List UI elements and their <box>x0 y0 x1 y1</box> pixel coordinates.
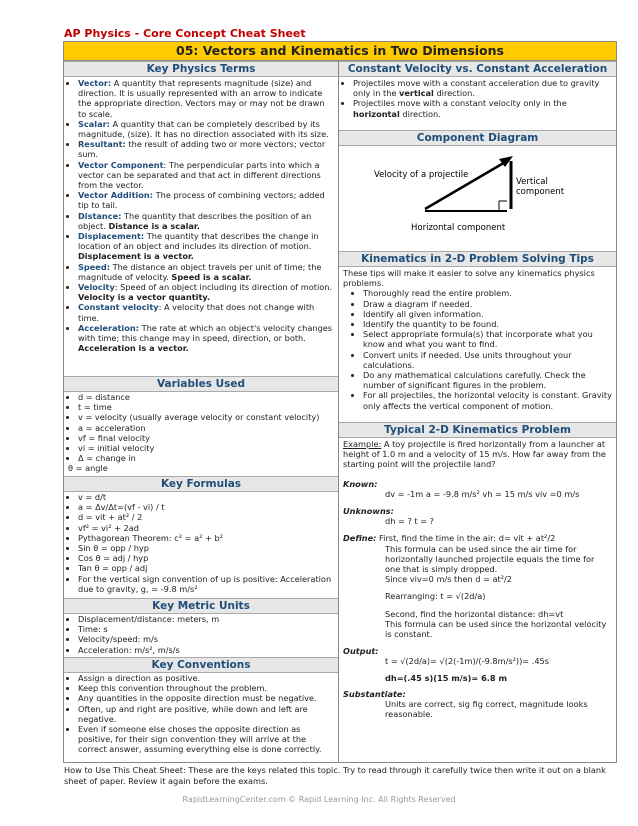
terms-list <box>68 78 334 353</box>
term-name: Velocity <box>78 282 115 293</box>
define-second: Second, find the horizontal distance: dh=vt <box>385 608 564 619</box>
term-item <box>78 262 334 282</box>
known-values: dv = -1m a = -9.8 m/s² vh = 15 m/s viv =0 m/s <box>385 488 580 499</box>
convention-item: • Keep this convention throughout the problem. <box>78 683 334 693</box>
term-item <box>78 160 334 191</box>
tip-item: • Select appropriate formula(s) that incorporate what you know and what you want to find. <box>363 329 612 349</box>
unknowns-values: dh = ? t = ? <box>385 516 435 527</box>
term-name: Vector: <box>78 78 112 88</box>
component-diagram-header: Component Diagram <box>339 130 616 146</box>
units-list <box>68 614 334 655</box>
key-conventions-box <box>68 673 334 755</box>
define-since: Since viv=0 m/s then d = at²/2 <box>385 574 513 585</box>
tip-item: • Identify all given information. <box>363 309 612 319</box>
tips-list <box>343 288 612 410</box>
tip-item: • Thoroughly read the entire problem. <box>363 288 612 298</box>
key-terms-header: Key Physics Terms <box>64 61 338 77</box>
formula-item: • Tan θ = opp / adj <box>78 563 334 573</box>
tips-intro: These tips will make it easier to solve any kinematics physics problems. <box>343 268 595 289</box>
key-terms-box <box>68 78 334 353</box>
term-name: Speed: <box>78 261 110 272</box>
right-column <box>339 61 616 762</box>
component-diagram <box>339 147 616 250</box>
cv-ca-box <box>343 78 612 119</box>
tip-item: • Do any mathematical calculations carefully. Check the number of significant figures in the problem. <box>363 370 612 390</box>
key-formulas-box <box>68 492 334 594</box>
term-emphasis: Displacement is a vector. <box>78 251 194 262</box>
tips-header: Kinematics in 2-D Problem Solving Tips <box>339 251 616 267</box>
unknowns-label: Unknowns: <box>343 506 394 517</box>
conventions-list <box>68 673 334 755</box>
formula-item: • d = vit + at² / 2 <box>78 512 334 522</box>
cv-ca-header: Constant Velocity vs. Constant Acceleration <box>339 61 616 77</box>
term-definition: The distance an object travels per unit of time; the magnitude of velocity. <box>78 261 322 282</box>
term-definition: : A velocity that does not change with time. <box>78 302 315 323</box>
output-distance: dh=(.45 s)(15 m/s)= 6.8 m <box>385 672 507 683</box>
term-name: Constant velocity <box>78 302 159 313</box>
variable-item: • vi = initial velocity <box>78 443 334 453</box>
tip-item: • Identify the quantity to be found. <box>363 319 612 329</box>
horizontal-label: Horizontal component <box>411 223 506 233</box>
output-label: Output: <box>343 646 379 657</box>
key-units-header: Key Metric Units <box>64 598 338 614</box>
formula-item: • Sin θ = opp / hyp <box>78 543 334 553</box>
term-definition: the result of adding two or more vectors; vector sum. <box>78 139 326 160</box>
term-item <box>78 231 334 262</box>
tips-box <box>343 268 612 411</box>
variable-item: • vf = final velocity <box>78 433 334 443</box>
cheat-sheet <box>63 41 617 763</box>
term-definition: : The perpendicular parts into which a vector can be separated and that act in different directions from the vector. <box>78 159 321 191</box>
define-explanation: This formula can be used since the air time for horizontally launched projectile equals the time for one that is simply dropped. <box>385 543 595 575</box>
example-paragraph: Example: A toy projectile is fired horizontally from a launcher at height of 1.0 m and a velocity of 15 m/s. How far away from the starting point will the projectile land? <box>343 439 606 470</box>
term-emphasis: Acceleration is a vector. <box>78 343 189 354</box>
velocity-label: Velocity of a projectile <box>374 170 469 180</box>
term-item <box>78 302 334 322</box>
term-name: Vector Addition: <box>78 190 154 201</box>
term-item <box>78 282 334 302</box>
vector-diagram-svg <box>339 147 616 250</box>
known-label: Known: <box>343 478 378 489</box>
unit-item: • Time: s <box>78 624 334 634</box>
term-definition: A quantity that can be completely described by its magnitude, (size). It has no direction associated with its size. <box>78 118 329 140</box>
copyright: RapidLearningCenter.com © Rapid Learning Inc. All Rights Reserved <box>182 795 456 804</box>
term-item <box>78 211 334 231</box>
formula-item: • Cos θ = adj / hyp <box>78 553 334 563</box>
term-name: Displacement: <box>78 231 145 242</box>
cv-item-horizontal: • Projectiles move with a constant velocity only in the horizontal direction. <box>353 98 612 118</box>
term-item <box>78 323 334 354</box>
formula-item: • vf² = vi² + 2ad <box>78 523 334 533</box>
variables-list <box>68 392 334 463</box>
output-time: t = √(2d/a)= √(2(-1m)/(-9.8m/s²))= .45s <box>385 656 550 667</box>
variable-item: • a = acceleration <box>78 423 334 433</box>
unit-item: • Velocity/speed: m/s <box>78 634 334 644</box>
problem-box <box>343 439 612 719</box>
tip-item: • For all projectiles, the horizontal velocity is constant. Gravity only affects the vertical component of motion. <box>363 390 612 410</box>
variables-header: Variables Used <box>64 376 338 392</box>
variable-item: • d = distance <box>78 392 334 402</box>
term-definition: : Speed of an object including its direction of motion. <box>114 282 333 293</box>
term-definition: The quantity that describes the change in location of an object and includes its direction of motion. <box>78 231 319 252</box>
term-definition: A quantity that represents magnitude (size) and direction. It is usually represented with an arrow to indicate the appropriate direction. Vectors may or may not be drawn to scale. <box>78 78 325 119</box>
variable-angle: θ = angle <box>68 463 108 474</box>
unit-item: • Acceleration: m/s², m/s/s <box>78 645 334 655</box>
term-definition: The rate at which an object's velocity changes with time; this change may in speed, direction, or both. <box>78 322 333 344</box>
problem-header: Typical 2-D Kinematics Problem <box>339 422 616 438</box>
formula-item: • Pythagorean Theorem: c² = a² + b² <box>78 533 334 543</box>
variable-item: • v = velocity (usually average velocity or constant velocity) <box>78 412 334 422</box>
term-item <box>78 139 334 159</box>
left-column <box>64 61 339 762</box>
substantiate-label: Substantiate: <box>343 688 406 699</box>
term-name: Distance: <box>78 210 122 221</box>
formula-item: • a = Δv/Δt=(vf - vi) / t <box>78 502 334 512</box>
define-rearranging: Rearranging: t = √(2d/a) <box>385 591 486 602</box>
key-formulas-header: Key Formulas <box>64 476 338 492</box>
tip-item: • Draw a diagram if needed. <box>363 299 612 309</box>
cv-item-vertical: • Projectiles move with a constant acceleration due to gravity only in the vertical direction. <box>353 78 612 98</box>
term-emphasis: Distance is a scalar. <box>108 220 200 231</box>
formula-item: • v = d/t <box>78 492 334 502</box>
term-name: Scalar: <box>78 118 110 129</box>
key-units-box <box>68 614 334 655</box>
define-second-explanation: This formula can be used since the horizontal velocity is constant. <box>385 618 607 640</box>
topic-banner: 05: Vectors and Kinematics in Two Dimensions <box>64 42 616 61</box>
term-name: Resultant: <box>78 139 126 150</box>
term-name: Acceleration: <box>78 322 139 333</box>
formula-item: • For the vertical sign convention of up is positive: Acceleration due to gravity, g, = -9.8 m/s² <box>78 574 334 594</box>
variable-item: • t = time <box>78 402 334 412</box>
term-name: Vector Component <box>78 159 164 170</box>
convention-item: • Even if someone else choses the opposite direction as positive, for their sign convention they will arrive at the correct answer, assuming everything else is done correctly. <box>78 724 334 755</box>
convention-item: • Often, up and right are positive, while down and left are negative. <box>78 704 334 724</box>
convention-item: • Any quantities in the opposite direction must be negative. <box>78 693 334 703</box>
term-item <box>78 190 334 210</box>
term-emphasis: Speed is a scalar. <box>171 271 252 282</box>
variable-item: • Δ = change in <box>78 453 334 463</box>
term-emphasis: Velocity is a vector quantity. <box>78 292 211 303</box>
term-item <box>78 78 334 119</box>
term-definition: The quantity that describes the position of an object. <box>78 210 312 231</box>
vertical-label: Vertical <box>516 177 548 187</box>
convention-item: • Assign a direction as positive. <box>78 673 334 683</box>
define-line: Define: First, find the time in the air: d= vit + at²/2 <box>343 533 556 544</box>
unit-item: • Displacement/distance: meters, m <box>78 614 334 624</box>
tip-item: • Convert units if needed. Use units throughout your calculations. <box>363 350 612 370</box>
document-title: AP Physics - Core Concept Cheat Sheet <box>64 27 306 40</box>
variables-box <box>68 392 334 474</box>
component-label: component <box>516 187 565 197</box>
term-definition: The process of combining vectors; added tip to tail. <box>78 190 325 211</box>
term-item <box>78 119 334 139</box>
usage-note: How to Use This Cheat Sheet: These are the keys related this topic. Try to read through it carefully twice then write it out on a blank sheet of paper. Review it again before the exams. <box>64 765 606 786</box>
substantiate-text: Units are correct, sig fig correct, magnitude looks reasonable. <box>385 699 588 720</box>
formulas-list <box>68 492 334 594</box>
key-conventions-header: Key Conventions <box>64 657 338 673</box>
velocity-arrow <box>425 161 507 209</box>
